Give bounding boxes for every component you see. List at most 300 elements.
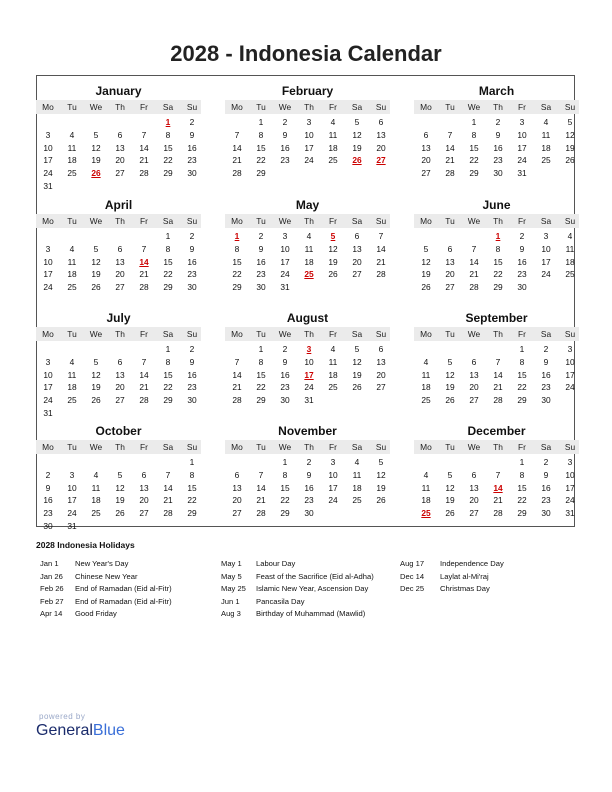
day-cell: 12 [352,129,362,140]
calendar-grid [36,75,576,531]
day-cell: 7 [378,231,384,241]
day-cell: 14 [469,256,479,267]
day-cell: 26 [352,382,362,393]
day-cell: 4 [423,356,429,367]
day-cell: 18 [328,369,338,380]
weekday-label: We [278,329,292,339]
weekday-label: Th [304,329,314,339]
weekday-label: Fr [140,102,148,112]
day-cell: 8 [189,469,195,480]
day-cell: 13 [421,142,431,153]
day-cell: 16 [517,256,527,267]
day-cell: 9 [258,243,264,254]
day-cell: 13 [469,369,479,380]
weekday-label: Su [375,216,387,226]
weekday-label: Tu [67,329,77,339]
day-cell: 17 [67,495,77,506]
weekday-label: Fr [329,216,337,226]
weekday-header [414,327,579,341]
day-cell: 2 [189,344,195,354]
day-cell: 30 [43,521,53,531]
day-cell: 21 [163,495,173,506]
day-cell: 19 [445,382,455,393]
day-cell: 21 [139,269,149,280]
day-cell: 16 [280,369,290,380]
day-cell: 8 [165,356,171,367]
day-cell: 11 [421,369,431,380]
day-cell: 13 [115,256,125,267]
day-cell: 4 [330,344,336,354]
weekday-header [225,100,390,114]
day-cell: 5 [117,469,123,480]
day-cell: 8 [258,356,264,367]
day-cell: 23 [541,382,551,393]
day-cell: 18 [541,142,551,153]
day-cell: 17 [43,382,53,393]
holiday-date: Aug 3 [221,609,241,618]
month-name: April [104,198,133,212]
day-cell: 23 [256,269,266,280]
day-cell: 18 [421,495,431,506]
day-cell: 15 [493,256,503,267]
weekday-header [36,100,201,114]
day-cell: 19 [328,256,338,267]
day-cell: 15 [256,142,266,153]
day-cell: 8 [234,243,240,254]
day-cell: 16 [187,369,197,380]
day-cell: 26 [376,495,386,506]
day-cell: 3 [330,457,336,467]
day-cell: 20 [376,369,386,380]
day-cell: 9 [189,243,195,254]
day-cell: 9 [543,469,549,480]
day-cell: 3 [567,344,573,354]
day-cell: 9 [543,356,549,367]
weekday-label: Th [115,329,125,339]
day-cell: 31 [43,408,53,418]
day-cell: 28 [139,168,149,179]
weekday-label: Th [493,442,503,452]
day-cell: 21 [469,269,479,280]
day-cell: 3 [69,469,75,480]
day-cell: 7 [141,356,147,367]
day-cell: 20 [469,495,479,506]
day-cell: 16 [541,482,551,493]
holiday-date: Apr 14 [40,609,63,618]
day-cell: 3 [45,356,51,367]
day-cell: 31 [565,508,575,519]
day-cell: 29 [232,282,242,293]
day-cell: 21 [376,256,386,267]
day-cell: 4 [69,356,75,367]
day-cell: 25 [67,282,77,293]
day-cell: 12 [91,256,101,267]
day-cell: 14 [163,482,173,493]
day-cell: 17 [43,269,53,280]
day-cell: 8 [495,243,501,254]
day-cell: 16 [280,142,290,153]
weekday-label: Sa [540,216,552,226]
day-cell: 1 [189,457,195,467]
holiday-date: Feb 27 [40,596,64,606]
day-cell: 18 [352,482,362,493]
month-name: August [286,311,329,325]
month-name: September [465,311,528,325]
day-cell: 22 [493,269,503,280]
day-cell: 22 [256,155,266,166]
day-cell: 27 [376,382,386,393]
weekday-label: Th [493,329,503,339]
day-cell: 17 [304,142,314,153]
day-cell: 30 [187,168,197,179]
weekday-header [414,440,579,454]
weekday-label: Sa [540,329,552,339]
weekday-label: We [89,216,103,226]
day-cell: 26 [421,282,431,293]
day-cell: 24 [304,155,314,166]
day-cell: 23 [187,269,197,280]
day-cell: 27 [352,269,362,280]
holiday-name: Islamic New Year, Ascension Day [256,584,369,593]
weekday-label: Sa [162,442,174,452]
day-cell: 9 [282,356,288,367]
day-cell: 7 [234,129,240,140]
day-cell: 25 [421,395,431,406]
day-cell: 7 [447,129,453,140]
day-cell: 18 [91,495,101,506]
weekday-label: Mo [42,329,54,339]
day-cell: 10 [67,482,77,493]
holiday-date: May 5 [221,571,242,581]
day-cell: 14 [232,369,242,380]
weekday-label: Fr [140,329,148,339]
weekday-label: Mo [231,216,243,226]
day-cell: 17 [565,369,575,380]
day-cell: 11 [67,142,77,153]
day-cell: 29 [280,508,290,519]
weekday-label: Sa [162,102,174,112]
day-cell: 20 [115,155,125,166]
holiday-date: May 1 [221,559,242,568]
day-cell: 10 [517,129,527,140]
day-cell: 29 [163,395,173,406]
day-cell: 6 [234,469,240,480]
day-cell: 23 [280,382,290,393]
day-cell: 7 [471,243,477,254]
day-cell: 7 [258,469,264,480]
day-cell: 16 [304,482,314,493]
holiday-day-cell: 1 [495,231,501,241]
weekday-label: Mo [420,442,432,452]
day-cell: 20 [139,495,149,506]
holiday-day-cell: 25 [304,269,314,280]
day-cell: 9 [306,469,312,480]
weekday-label: Sa [162,329,174,339]
day-cell: 2 [519,231,525,241]
holiday-day-cell: 1 [165,117,171,127]
day-cell: 20 [352,256,362,267]
day-cell: 20 [469,382,479,393]
day-cell: 8 [519,469,525,480]
day-cell: 14 [256,482,266,493]
day-cell: 16 [541,369,551,380]
day-cell: 26 [115,508,125,519]
holiday-day-cell: 26 [352,155,362,166]
day-cell: 10 [565,356,575,367]
day-cell: 2 [282,117,288,127]
day-cell: 19 [445,495,455,506]
day-cell: 23 [187,382,197,393]
day-cell: 4 [423,469,429,480]
day-cell: 2 [45,469,51,480]
day-cell: 13 [376,129,386,140]
day-cell: 5 [378,457,384,467]
month-january [36,76,201,191]
day-cell: 24 [67,508,77,519]
day-cell: 28 [256,508,266,519]
day-cell: 15 [163,256,173,267]
day-cell: 6 [117,129,123,140]
day-cell: 10 [541,243,551,254]
day-cell: 27 [469,508,479,519]
day-cell: 13 [115,369,125,380]
month-name: December [467,424,526,438]
day-cell: 11 [67,369,77,380]
day-cell: 23 [187,155,197,166]
weekday-label: We [278,102,292,112]
day-cell: 21 [232,382,242,393]
day-cell: 22 [280,495,290,506]
day-cell: 22 [163,269,173,280]
month-name: March [478,84,515,98]
day-cell: 11 [67,256,77,267]
day-cell: 29 [187,508,197,519]
day-cell: 13 [115,142,125,153]
day-cell: 5 [354,344,360,354]
day-cell: 29 [163,282,173,293]
day-cell: 5 [447,469,453,480]
day-cell: 24 [280,269,290,280]
day-cell: 15 [256,369,266,380]
day-cell: 24 [565,495,575,506]
day-cell: 27 [115,282,125,293]
day-cell: 27 [469,395,479,406]
day-cell: 17 [328,482,338,493]
weekday-label: Tu [445,102,455,112]
day-cell: 19 [421,269,431,280]
day-cell: 28 [139,395,149,406]
weekday-label: Su [564,216,576,226]
day-cell: 19 [352,142,362,153]
day-cell: 13 [376,356,386,367]
day-cell: 6 [141,469,147,480]
day-cell: 2 [495,117,501,127]
weekday-header [225,327,390,341]
month-march [414,76,579,184]
day-cell: 5 [354,117,360,127]
month-december [414,416,579,524]
brand-logo [36,712,125,740]
weekday-label: Mo [420,216,432,226]
day-cell: 24 [43,282,53,293]
weekday-label: Su [186,329,198,339]
day-cell: 14 [376,243,386,254]
day-cell: 30 [493,168,503,179]
day-cell: 11 [352,469,362,480]
weekday-label: Fr [140,442,148,452]
weekday-header [225,214,390,228]
day-cell: 6 [423,129,429,140]
day-cell: 12 [91,142,101,153]
weekday-label: We [467,102,481,112]
logo-part-general: General [36,722,93,739]
holiday-date: Dec 25 [400,584,425,593]
day-cell: 22 [469,155,479,166]
day-cell: 25 [67,168,77,179]
day-cell: 10 [565,469,575,480]
month-name: July [106,311,131,325]
weekday-label: Su [564,329,576,339]
weekday-label: Tu [256,442,266,452]
day-cell: 8 [165,243,171,254]
day-cell: 30 [541,395,551,406]
day-cell: 22 [517,495,527,506]
day-cell: 22 [163,382,173,393]
day-cell: 19 [91,155,101,166]
day-cell: 27 [115,168,125,179]
day-cell: 26 [565,155,575,166]
day-cell: 16 [493,142,503,153]
day-cell: 15 [469,142,479,153]
month-october [36,416,201,531]
day-cell: 15 [163,369,173,380]
holiday-date: May 25 [221,584,246,593]
month-name: January [95,84,142,98]
weekday-header [414,214,579,228]
weekday-label: Fr [140,216,148,226]
day-cell: 23 [43,508,53,519]
day-cell: 10 [280,243,290,254]
day-cell: 9 [282,129,288,140]
weekday-label: Su [564,102,576,112]
day-cell: 13 [232,482,242,493]
month-september [414,303,579,411]
day-cell: 29 [256,395,266,406]
day-cell: 4 [354,457,360,467]
day-cell: 3 [45,243,51,254]
day-cell: 19 [91,269,101,280]
day-cell: 6 [117,243,123,254]
holiday-date: Feb 26 [40,584,64,593]
day-cell: 11 [421,482,431,493]
day-cell: 7 [165,469,171,480]
day-cell: 19 [565,142,575,153]
day-cell: 20 [376,142,386,153]
day-cell: 4 [69,243,75,254]
day-cell: 12 [115,482,125,493]
day-cell: 16 [256,256,266,267]
month-name: June [482,198,511,212]
day-cell: 15 [517,482,527,493]
weekday-label: Th [304,216,314,226]
day-cell: 2 [543,344,549,354]
holiday-date: Dec 14 [400,571,425,581]
day-cell: 11 [541,129,551,140]
weekday-label: Tu [256,216,266,226]
weekday-label: Sa [351,329,363,339]
day-cell: 25 [541,155,551,166]
powered-by-text: powered by [39,712,86,721]
day-cell: 10 [304,356,314,367]
day-cell: 30 [256,282,266,293]
day-cell: 5 [447,356,453,367]
holiday-name: New Year's Day [75,559,129,568]
day-cell: 19 [376,482,386,493]
day-cell: 15 [280,482,290,493]
holidays-heading: 2028 Indonesia Holidays [36,540,135,550]
day-cell: 6 [447,243,453,254]
day-cell: 2 [543,457,549,467]
day-cell: 26 [91,395,101,406]
holiday-name: Christmas Day [440,584,490,593]
day-cell: 20 [421,155,431,166]
day-cell: 21 [493,495,503,506]
day-cell: 17 [43,155,53,166]
day-cell: 12 [421,256,431,267]
day-cell: 8 [471,129,477,140]
day-cell: 1 [282,457,288,467]
day-cell: 4 [93,469,99,480]
weekday-label: Fr [329,442,337,452]
day-cell: 13 [445,256,455,267]
day-cell: 20 [115,382,125,393]
day-cell: 12 [352,356,362,367]
day-cell: 26 [91,282,101,293]
day-cell: 20 [115,269,125,280]
day-cell: 27 [139,508,149,519]
day-cell: 16 [187,256,197,267]
month-november [225,416,390,524]
day-cell: 16 [187,142,197,153]
day-cell: 1 [258,344,264,354]
weekday-label: We [467,442,481,452]
day-cell: 14 [493,369,503,380]
day-cell: 12 [91,369,101,380]
weekday-label: We [467,216,481,226]
weekday-label: We [89,442,103,452]
day-cell: 30 [187,395,197,406]
weekday-label: Th [493,216,503,226]
day-cell: 12 [376,469,386,480]
month-august [225,303,390,411]
holiday-name: Birthday of Muhammad (Mawlid) [256,609,366,618]
day-cell: 18 [67,382,77,393]
day-cell: 10 [304,129,314,140]
day-cell: 8 [165,129,171,140]
day-cell: 24 [541,269,551,280]
day-cell: 21 [139,382,149,393]
weekday-label: Su [564,442,576,452]
day-cell: 12 [445,482,455,493]
month-name: October [95,424,142,438]
day-cell: 14 [139,142,149,153]
day-cell: 4 [330,117,336,127]
weekday-label: Th [493,102,503,112]
day-cell: 14 [232,142,242,153]
day-cell: 15 [517,369,527,380]
day-cell: 6 [378,117,384,127]
weekday-label: Tu [256,329,266,339]
